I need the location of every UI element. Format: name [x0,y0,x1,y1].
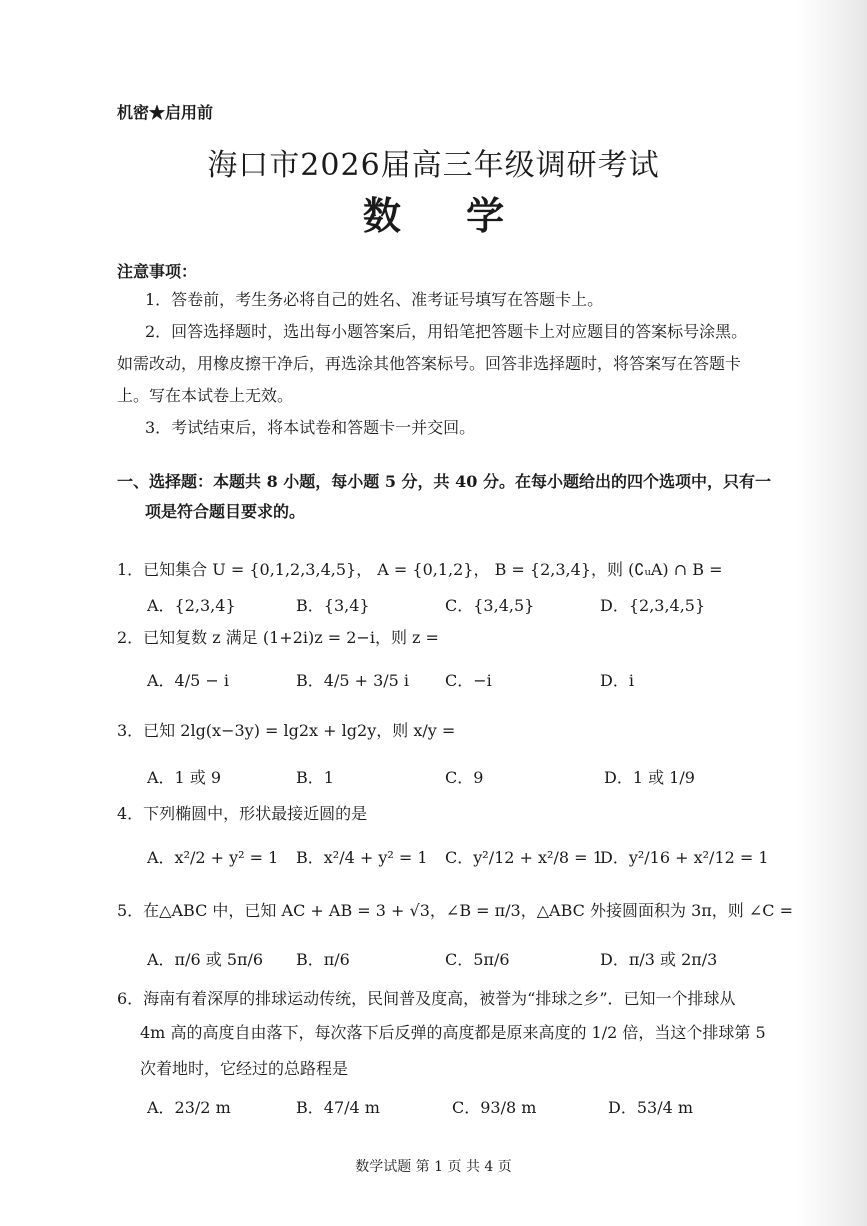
question-4-option-c: C．y²/12 + x²/8 = 1 [445,848,603,867]
notice-item-2-line-3: 上。写在本试卷上无效。 [117,386,294,405]
question-3-stem: 3．已知 2lg(x−3y) = lg2x + lg2y，则 x/y = [117,721,456,740]
question-1-option-a: A．{2,3,4} [147,596,236,615]
question-6-stem-line-3: 次着地时，它经过的总路程是 [140,1059,349,1078]
notice-item-1: 1．答卷前，考生务必将自己的姓名、准考证号填写在答题卡上。 [145,290,604,309]
notice-item-2-line-1: 2．回答选择题时，选出每小题答案后，用铅笔把答题卡上对应题目的答案标号涂黑。 [145,322,748,341]
question-3-option-c: C．9 [445,768,484,787]
question-6-option-a: A．23/2 m [147,1098,231,1117]
question-2-option-b: B．4/5 + 3/5 i [296,671,410,690]
question-1-stem: 1．已知集合 U = {0,1,2,3,4,5}， A = {0,1,2}， B = {2,3,4}，则 (∁ᵤA) ∩ B = [117,560,723,579]
question-5-option-d: D．π/3 或 2π/3 [600,950,718,969]
question-2-stem: 2．已知复数 z 满足 (1+2i)z = 2−i，则 z = [117,628,439,647]
notice-heading: 注意事项： [117,262,198,281]
question-3-option-a: A．1 或 9 [147,768,222,787]
question-6-option-b: B．47/4 m [296,1098,380,1117]
question-5-option-b: B．π/6 [296,950,350,969]
question-4-stem: 4．下列椭圆中，形状最接近圆的是 [117,804,368,823]
section-heading-line-2: 项是符合题目要求的。 [145,502,306,521]
question-5-option-a: A．π/6 或 5π/6 [147,950,264,969]
question-4-option-b: B．x²/4 + y² = 1 [296,848,428,867]
question-6-stem-line-1: 6．海南有着深厚的排球运动传统，民间普及度高，被誉为“排球之乡”．已知一个排球从 [117,989,736,1008]
question-6-option-c: C．93/8 m [452,1098,537,1117]
exam-title: 海口市2026届高三年级调研考试 [207,148,660,183]
section-heading-line-1: 一、选择题：本题共 8 小题，每小题 5 分，共 40 分。在每小题给出的四个选项中，只有一 [117,472,771,491]
question-2-option-c: C．−i [445,671,492,690]
confidential-label: 机密★启用前 [117,103,214,122]
question-1-option-c: C．{3,4,5} [445,596,535,615]
question-4-option-d: D．y²/16 + x²/12 = 1 [600,848,769,867]
question-5-stem: 5．在△ABC 中，已知 AC + AB = 3 + √3，∠B = π/3，△ABC 外接圆面积为 3π，则 ∠C = [117,901,793,920]
question-3-option-d: D．1 或 1/9 [604,768,695,787]
question-2-option-a: A．4/5 − i [147,671,230,690]
notice-item-3: 3．考试结束后，将本试卷和答题卡一并交回。 [145,418,476,437]
question-2-option-d: D．i [600,671,634,690]
question-5-option-c: C．5π/6 [445,950,510,969]
question-6-stem-line-2: 4m 高的高度自由落下，每次落下后反弹的高度都是原来高度的 1/2 倍，当这个排球第 5 [140,1023,766,1042]
question-4-option-a: A．x²/2 + y² = 1 [147,848,279,867]
question-3-option-b: B．1 [296,768,334,787]
question-1-option-b: B．{3,4} [296,596,370,615]
question-6-option-d: D．53/4 m [608,1098,694,1117]
question-1-option-d: D．{2,3,4,5} [600,596,706,615]
page-footer: 数学试题 第 1 页 共 4 页 [355,1159,512,1175]
notice-item-2-line-2: 如需改动，用橡皮擦干净后，再选涂其他答案标号。回答非选择题时，将答案写在答题卡 [117,354,742,373]
subject-title: 数 学 [362,193,531,238]
